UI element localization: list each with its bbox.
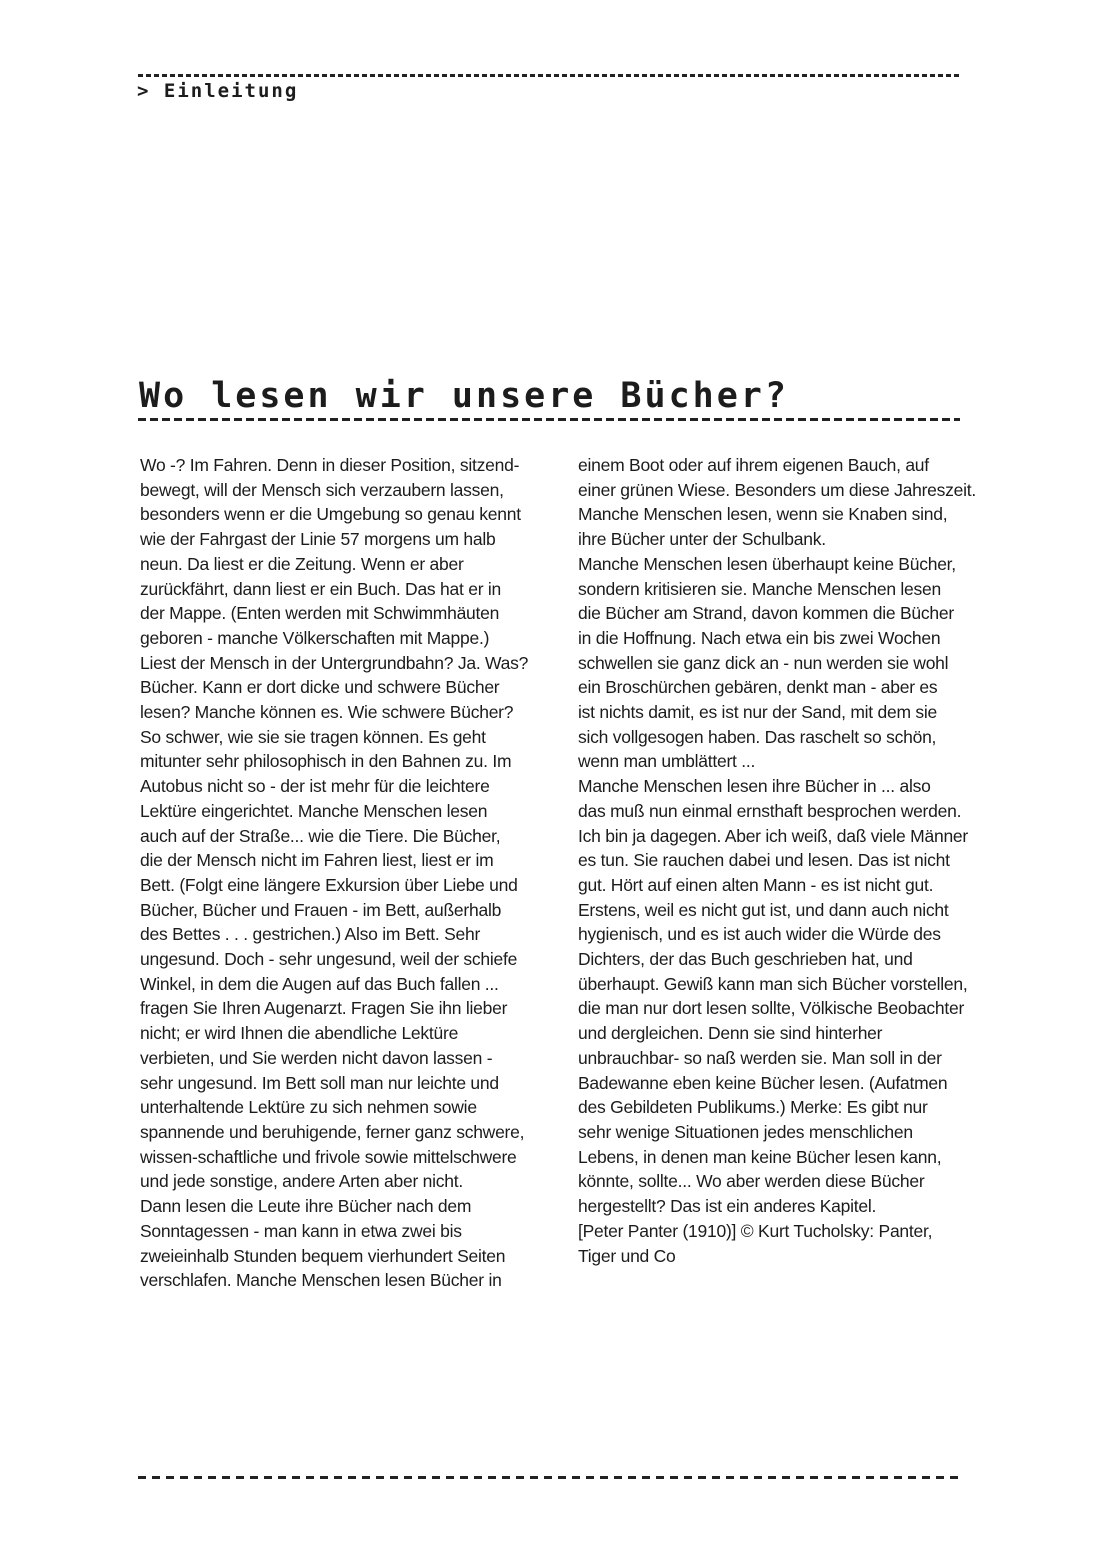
text-line: einer grünen Wiese. Besonders um diese Jahreszeit. (578, 479, 976, 500)
text-line: Badewanne eben keine Bücher lesen. (Aufatmen (578, 1072, 948, 1093)
text-line: spannende und beruhigende, ferner ganz schwere, (140, 1121, 525, 1142)
title-dashed-rule (138, 418, 960, 421)
text-line: sehr wenige Situationen jedes menschlichen (578, 1121, 913, 1142)
text-line: unterhaltende Lektüre zu sich nehmen sowie (140, 1097, 477, 1118)
text-line: des Gebildeten Publikums.) Merke: Es gibt nur (578, 1097, 928, 1118)
page-title: Wo lesen wir unsere Bücher? (139, 376, 789, 416)
text-line: neun. Da liest er die Zeitung. Wenn er aber (140, 553, 464, 574)
text-line: auch auf der Straße... wie die Tiere. Die Bücher, (140, 825, 501, 846)
text-line: besonders wenn er die Umgebung so genau kennt (140, 504, 521, 525)
text-line: zweieinhalb Stunden bequem vierhundert Seiten (140, 1245, 506, 1266)
text-line: nicht; er wird Ihnen die abendliche Lektüre (140, 1023, 459, 1044)
bottom-dashed-rule (138, 1476, 960, 1479)
text-line: [Peter Panter (1910)] © Kurt Tucholsky: Panter, (578, 1220, 933, 1241)
text-line: ein Broschürchen gebären, denkt man - aber es (578, 677, 938, 698)
text-line: Tiger und Co (578, 1245, 676, 1266)
text-line: das muß nun einmal ernsthaft besprochen werden. (578, 800, 962, 821)
article-body (140, 453, 976, 1293)
text-line: und dergleichen. Denn sie sind hinterher (578, 1023, 883, 1044)
text-line: So schwer, wie sie sie tragen können. Es geht (140, 726, 486, 747)
text-line: Dann lesen die Leute ihre Bücher nach dem (140, 1196, 472, 1217)
text-line: die man nur dort lesen sollte, Völkische Beobachter (578, 998, 965, 1019)
text-line: Dichters, der das Buch geschrieben hat, und (578, 949, 913, 970)
text-line: bewegt, will der Mensch sich verzaubern lassen, (140, 479, 504, 500)
text-line: Manche Menschen lesen überhaupt keine Bücher, (578, 553, 956, 574)
text-line: verschlafen. Manche Menschen lesen Bücher in (140, 1270, 502, 1291)
right-column (578, 453, 976, 1293)
text-line: Winkel, in dem die Augen auf das Buch fallen ... (140, 973, 499, 994)
text-line: wissen-schaftliche und frivole sowie mittelschwere (140, 1146, 517, 1167)
section-kicker: > Einleitung (137, 80, 299, 102)
text-line: Bücher. Kann er dort dicke und schwere Bücher (140, 677, 500, 698)
text-line: Sonntagessen - man kann in etwa zwei bis (140, 1220, 462, 1241)
text-line: Bücher, Bücher und Frauen - im Bett, außerhalb (140, 899, 502, 920)
text-line: in die Hoffnung. Nach etwa ein bis zwei Wochen (578, 627, 941, 648)
text-line: und jede sonstige, andere Arten aber nicht. (140, 1171, 463, 1192)
text-line: sehr ungesund. Im Bett soll man nur leichte und (140, 1072, 499, 1093)
text-line: es tun. Sie rauchen dabei und lesen. Das ist nicht (578, 850, 950, 871)
top-dashed-rule (138, 74, 960, 77)
text-line: sich vollgesogen haben. Das raschelt so schön, (578, 726, 937, 747)
text-line: Bett. (Folgt eine längere Exkursion über Liebe und (140, 874, 518, 895)
text-line: Autobus nicht so - der ist mehr für die leichtere (140, 776, 490, 797)
text-line: einem Boot oder auf ihrem eigenen Bauch, auf (578, 455, 929, 475)
text-line: Wo -? Im Fahren. Denn in dieser Position, sitzend- (140, 455, 520, 475)
text-line: unbrauchbar- so naß werden sie. Man soll in der (578, 1047, 942, 1068)
text-line: Liest der Mensch in der Untergrundbahn? Ja. Was? (140, 652, 529, 673)
text-line: wie der Fahrgast der Linie 57 morgens um halb (140, 529, 496, 550)
text-line: ungesund. Doch - sehr ungesund, weil der schiefe (140, 949, 518, 970)
text-line: hergestellt? Das ist ein anderes Kapitel. (578, 1196, 877, 1217)
text-line: Manche Menschen lesen ihre Bücher in ... also (578, 776, 931, 797)
text-line: überhaupt. Gewiß kann man sich Bücher vorstellen, (578, 973, 968, 994)
text-line: zurückfährt, dann liest er ein Buch. Das hat er in (140, 578, 502, 599)
text-line: fragen Sie Ihren Augenarzt. Fragen Sie ihn lieber (140, 998, 508, 1019)
text-line: Lektüre eingerichtet. Manche Menschen lesen (140, 800, 488, 821)
text-line: verbieten, und Sie werden nicht davon lassen - (140, 1047, 493, 1068)
text-line: Ich bin ja dagegen. Aber ich weiß, daß viele Männer (578, 825, 968, 846)
text-line: Erstens, weil es nicht gut ist, und dann auch nicht (578, 899, 949, 920)
left-column (140, 453, 532, 1293)
text-line: lesen? Manche können es. Wie schwere Bücher? (140, 702, 514, 723)
text-line: schwellen sie ganz dick an - nun werden sie wohl (578, 652, 949, 673)
text-line: gut. Hört auf einen alten Mann - es ist nicht gut. (578, 874, 934, 895)
text-line: hygienisch, und es ist auch wider die Würde des (578, 924, 941, 945)
text-line: der Mappe. (Enten werden mit Schwimmhäuten (140, 603, 500, 624)
text-line: geboren - manche Völkerschaften mit Mappe.) (140, 627, 490, 648)
text-line: ihre Bücher unter der Schulbank. (578, 529, 826, 550)
text-line: mitunter sehr philosophisch in den Bahnen zu. Im (140, 751, 512, 772)
text-line: die Bücher am Strand, davon kommen die Bücher (578, 603, 954, 624)
text-line: könnte, sollte... Wo aber werden diese Bücher (578, 1171, 925, 1192)
text-line: Lebens, in denen man keine Bücher lesen kann, (578, 1146, 942, 1167)
text-line: die der Mensch nicht im Fahren liest, liest er im (140, 850, 494, 871)
text-line: sondern kritisieren sie. Manche Menschen lesen (578, 578, 941, 599)
text-line: wenn man umblättert ... (578, 751, 756, 772)
text-line: ist nichts damit, es ist nur der Sand, mit dem sie (578, 702, 938, 723)
text-line: Manche Menschen lesen, wenn sie Knaben sind, (578, 504, 948, 525)
text-line: des Bettes . . . gestrichen.) Also im Bett. Sehr (140, 924, 481, 945)
